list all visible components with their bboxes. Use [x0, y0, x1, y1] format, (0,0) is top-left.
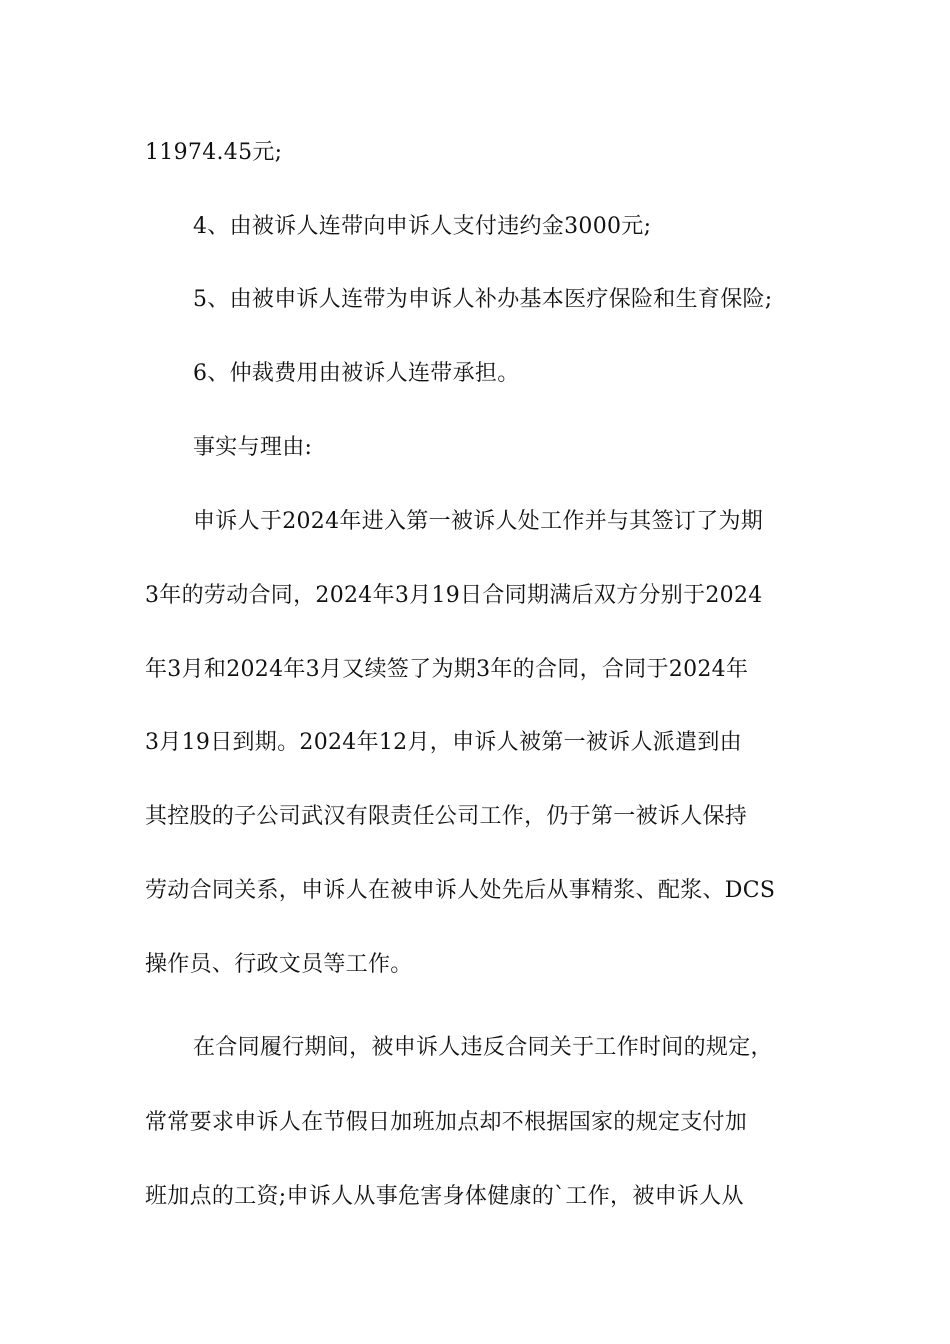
text-line: 4、由被诉人连带向申诉人支付违约金3000元; — [193, 214, 652, 239]
text-line: 3月19日到期。2024年12月，申诉人被第一被诉人派遣到由 — [145, 730, 742, 755]
text-line: 11974.45元; — [145, 140, 283, 165]
text-line: 其控股的子公司武汉有限责任公司工作，仍于第一被诉人保持 — [145, 804, 748, 829]
text-line: 6、仲裁费用由被诉人连带承担。 — [193, 361, 520, 386]
text-line: 3年的劳动合同，2024年3月19日合同期满后双方分别于2024 — [145, 583, 763, 608]
text-line: 在合同履行期间，被申诉人违反合同关于工作时间的规定， — [193, 1035, 773, 1060]
section-heading: 事实与理由: — [193, 435, 313, 460]
text-line: 常常要求申诉人在节假日加班加点却不根据国家的规定支付加 — [145, 1110, 748, 1135]
text-line: 5、由被申诉人连带为申诉人补办基本医疗保险和生育保险; — [193, 287, 773, 312]
text-line: 申诉人于2024年进入第一被诉人处工作并与其签订了为期 — [193, 509, 764, 534]
text-line: 年3月和2024年3月又续签了为期3年的合同，合同于2024年 — [145, 657, 749, 682]
text-line: 操作员、行政文员等工作。 — [145, 952, 413, 977]
text-line: 劳动合同关系，申诉人在被申诉人处先后从事精浆、配浆、DCS — [145, 878, 776, 903]
text-line: 班加点的工资;申诉人从事危害身体健康的`工作，被申诉人从 — [145, 1184, 744, 1209]
